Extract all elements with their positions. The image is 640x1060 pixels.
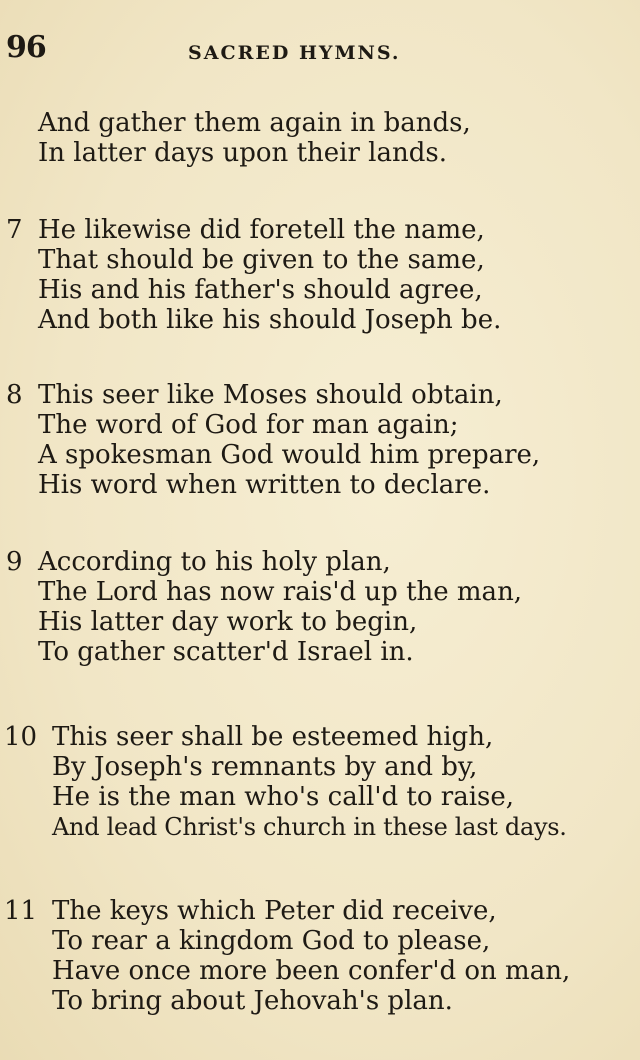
verse-line: This seer shall be esteemed high,: [52, 722, 494, 752]
verse-line: In latter days upon their lands.: [38, 138, 447, 168]
verse-line: That should be given to the same,: [38, 245, 485, 275]
verse-line: And both like his should Joseph be.: [38, 305, 502, 335]
verse-line: To bring about Jehovah's plan.: [52, 986, 453, 1016]
stanza-number: 10: [4, 722, 38, 752]
stanza-number: 8: [6, 380, 23, 410]
verse-line: A spokesman God would him prepare,: [38, 440, 541, 470]
verse-line: He likewise did foretell the name,: [38, 215, 485, 245]
verse-line: The Lord has now rais'd up the man,: [38, 577, 523, 607]
verse-line: And lead Christ's church in these last days.: [52, 813, 567, 841]
verse-line: His word when written to declare.: [38, 470, 491, 500]
stanza-number: 11: [4, 896, 38, 926]
verse-line: His and his father's should agree,: [38, 275, 483, 305]
verse-line: Have once more been confer'd on man,: [52, 956, 571, 986]
verse-line: To gather scatter'd Israel in.: [38, 637, 414, 667]
verse-line: And gather them again in bands,: [38, 108, 471, 138]
verse-line: This seer like Moses should obtain,: [38, 380, 503, 410]
verse-line: By Joseph's remnants by and by,: [52, 752, 478, 782]
verse-line: To rear a kingdom God to please,: [52, 926, 491, 956]
verse-line: He is the man who's call'd to raise,: [52, 782, 515, 812]
running-title: SACRED HYMNS.: [188, 42, 401, 64]
verse-line: According to his holy plan,: [38, 547, 391, 577]
verse-line: The word of God for man again;: [38, 410, 459, 440]
stanza-number: 9: [6, 547, 23, 577]
verse-line: His latter day work to begin,: [38, 607, 418, 637]
stanza-number: 7: [6, 215, 23, 245]
page-number: 96: [6, 30, 46, 65]
verse-line: The keys which Peter did receive,: [52, 896, 497, 926]
